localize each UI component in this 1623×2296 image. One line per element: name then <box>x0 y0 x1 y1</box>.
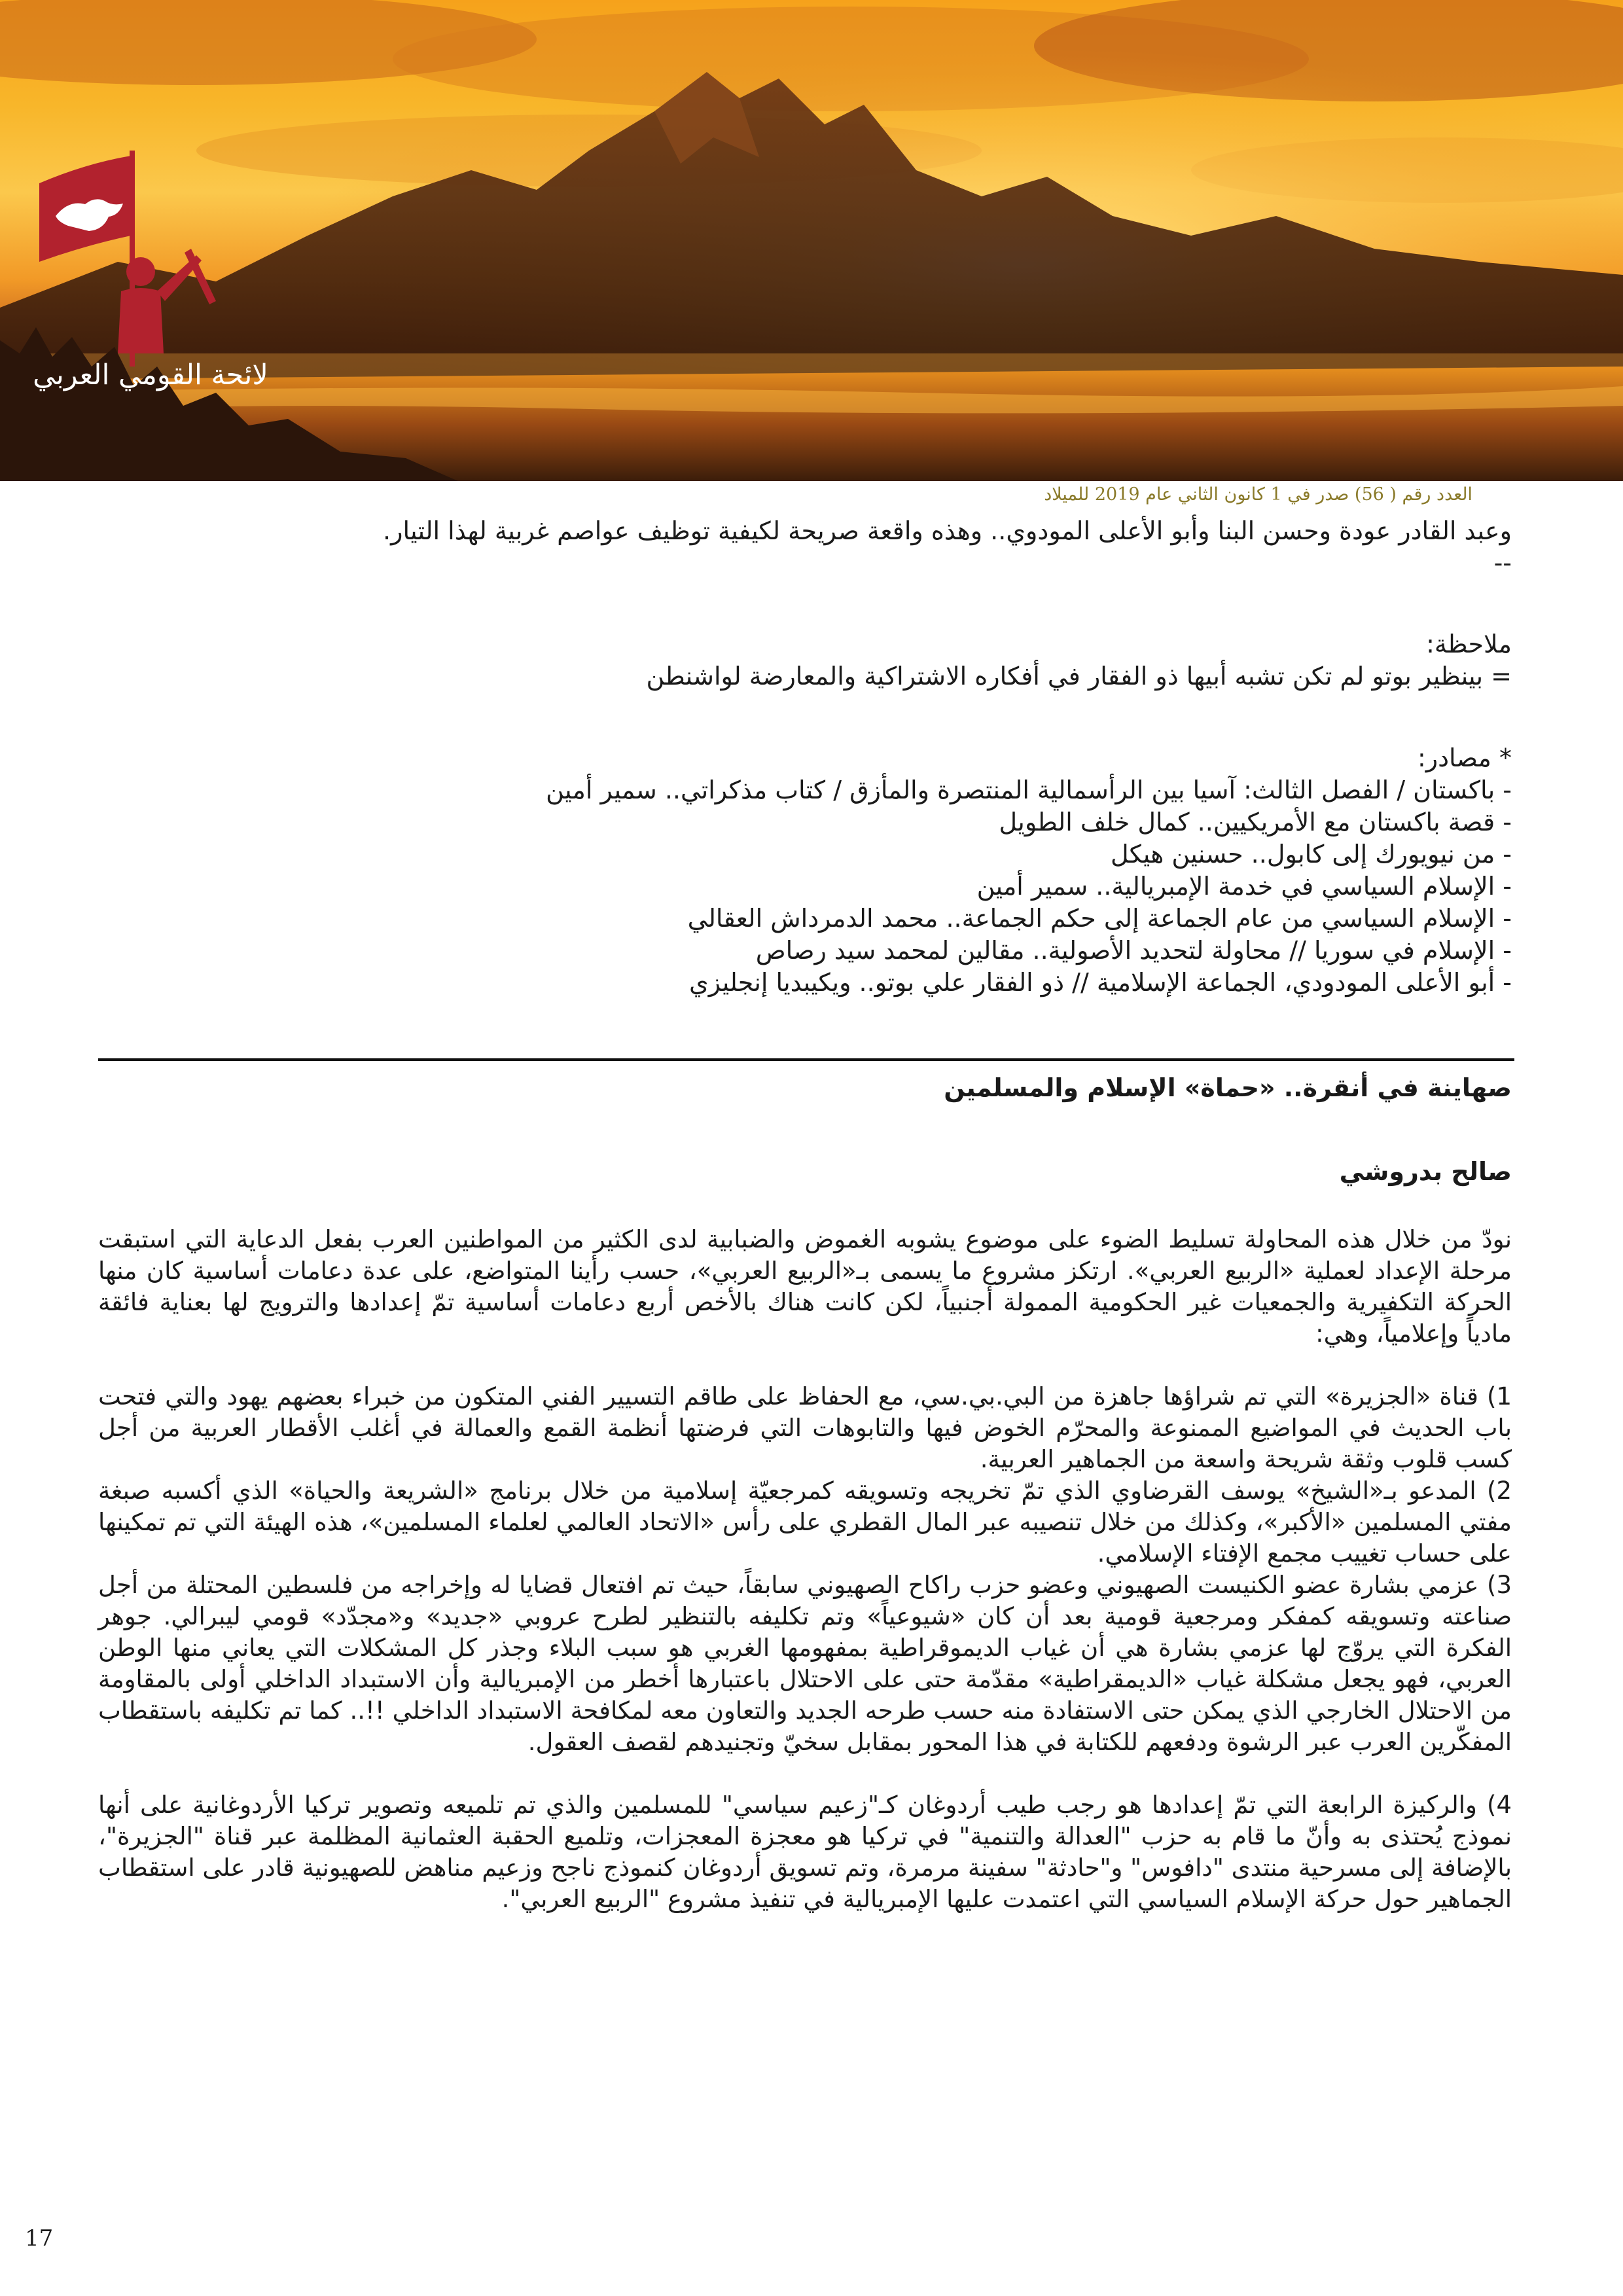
issue-line: العدد رقم ( 56) صدر في 1 كانون الثاني عام 2019 للميلاد <box>1044 484 1472 505</box>
separator-dashes: -- <box>1493 548 1512 577</box>
source-item: - الإسلام في سوريا // محاولة لتحديد الأصولية.. مقالين لمحمد سيد رصاص <box>755 936 1512 965</box>
source-item: - الإسلام السياسي من عام الجماعة إلى حكم الجماعة.. محمد الدمرداش العقالي <box>687 904 1512 933</box>
source-item: - أبو الأعلى المودودي، الجماعة الإسلامية // ذو الفقار علي بوتو.. ويكيبديا إنجليزي <box>689 968 1512 997</box>
article-paragraph: 4) والركيزة الرابعة التي تمّ إعدادها هو رجب طيب أردوغان كـ"زعيم سياسي" للمسلمين والذي تم تلميعه وتصوير تركيا الأردوغانية على أنها نموذج يُحتذى به وأنّ ما قام به حزب "العدالة والتنمية" في تركيا هو معجزة المعجزات، وتلميع الحقبة العثمانية المظلمة عبر قناة "الجزيرة"، بالإضافة إلى مسرحية منتدى "دافوس" و"حادثة" سفينة مرمرة، وتم تسويق أردوغان كنموذج ناجح وزعيم مناهض للصهيونية قادر على استقطاب الجماهير حول حركة الإسلام السياسي التي اعتمدت عليها الإمبريالية في تنفيذ مشروع "الربيع العربي". <box>98 1791 1512 1913</box>
article-paragraph: نودّ من خلال هذه المحاولة تسليط الضوء على موضوع يشوبه الغموض والضبابية لدى الكثير من المواطنين العرب بفعل الدعاية التي استبقت مرحلة الإعداد لعملية «الربيع العربي». ارتكز مشروع ما يسمى بـ«الربيع العربي»، حسب رأينا المتواضع، على عدة دعامات أساسية كان منها الحركة التكفيرية والجمعيات غير الحكومية الممولة أجنبياً، لكن كانت هناك بالأخص أربع دعامات أساسية تمّ إعدادها والترويج لها بعناية فائقة مادياً وإعلامياً، وهي: <box>98 1225 1512 1348</box>
article-author-block <box>98 1157 1512 1186</box>
article-paragraph: 2) المدعو بـ«الشيخ» يوسف القرضاوي الذي تمّ تخريجه وتسويقه كمرجعيّة إسلامية من خلال برنامج «الشريعة والحياة» الذي أكسبه صبغة مفتي المسلمين «الأكبر»، وكذلك من خلال تنصيبه عبر المال القطري على رأس «الاتحاد العالمي لعلماء المسلمين»، هذه الهيئة التي تم تمكينها على حساب تغييب مجمع الإفتاء الإسلامي. <box>98 1477 1512 1568</box>
source-item: - باكستان / الفصل الثالث: آسيا بين الرأسمالية المنتصرة والمأزق / كتاب مذكراتي.. سمير أمين <box>546 776 1512 804</box>
source-item: - قصة باكستان مع الأمريكيين.. كمال خلف الطويل <box>999 808 1512 836</box>
header-banner <box>0 0 1623 481</box>
article-paragraph: 1) قناة «الجزيرة» التي تم شراؤها جاهزة من البي.بي.سي، مع الحفاظ على طاقم التسيير الفني المتكون من خبراء بعضهم يهود والتي فتحت باب الحديث في المواضيع الممنوعة والمحرّم الخوض فيها والتابوهات التي فرضتها أنظمة القمع والعمالة في أغلب الأقطار العربية من أجل كسب قلوب وثقة شريحة واسعة من الجماهير العربية. <box>98 1382 1512 1473</box>
intro-section <box>98 515 1512 579</box>
article-paragraph: 3) عزمي بشارة عضو الكنيست الصهيوني وعضو حزب راكاح الصهيوني سابقاً، حيث تم افتعال قضايا له وإخراجه من فلسطين المحتلة من أجل صناعته وتسويقه كمفكر ومرجعية قومية بعد أن كان «شيوعياً» وتم تكليفه بالتنظير لطرح عروبي «جديد» و«مجدّد» قومي ليبرالي. جوهر الفكرة التي يروّج لها عزمي بشارة هي أن غياب الديموقراطية بمفهومها الغربي هو سبب البلاء وجذر كل المشكلات التي يعاني منها الوطن العربي، فهو يجعل مشكلة غياب «الديمقراطية» مقدّمة حتى على الاحتلال باعتبارها أخطر من الإمبريالية وأن الاستبداد الداخلي أولى بالمقاومة من الاحتلال الخارجي الذي يمكن حتى الاستفادة منه حسب طرحه الجديد والتعاون معه لمكافحة الاستبداد الداخلي !!.. كما تم تكليفه باستقطاب المفكّرين العرب عبر الرشوة ودفعهم للكتابة في هذا المحور بمقابل سخيّ وتجنيدهم لقصف العقول. <box>98 1571 1512 1756</box>
source-item: - الإسلام السياسي في خدمة الإمبريالية.. سمير أمين <box>976 872 1512 901</box>
intro-line: وعبد القادر عودة وحسن البنا وأبو الأعلى المودوي.. وهذه واقعة صريحة لكيفية توظيف عواصم غربية لهذا التيار. <box>383 516 1512 545</box>
article-author: صالح بدروشي <box>1339 1157 1512 1186</box>
article-title <box>98 1073 1512 1102</box>
section-divider <box>98 1058 1514 1061</box>
note-label: ملاحظة: <box>1426 630 1512 658</box>
sources-label: * مصادر: <box>1417 744 1512 772</box>
source-item: - من نيويورك إلى كابول.. حسنين هيكل <box>1111 840 1512 869</box>
article-body <box>98 1224 1512 1915</box>
article-heading: صهاينة في أنقرة.. «حماة» الإسلام والمسلمين <box>944 1073 1512 1102</box>
logo-text: لائحة القومي العربي <box>33 359 268 391</box>
note-section <box>98 628 1512 692</box>
page-number: 17 <box>25 2225 54 2251</box>
note-text: = بينظير بوتو لم تكن تشبه أبيها ذو الفقار في أفكاره الاشتراكية والمعارضة لواشنطن <box>646 662 1512 691</box>
sources-section <box>98 742 1512 999</box>
